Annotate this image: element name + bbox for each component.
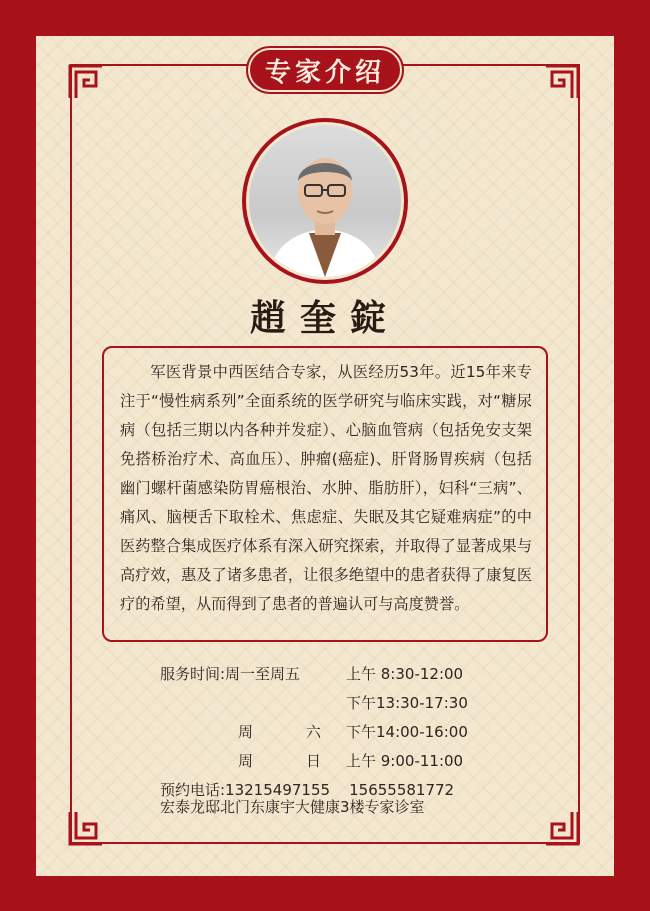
- sunday-label-1: 周: [238, 752, 254, 770]
- schedule-row-weekday: [160, 660, 520, 689]
- weekday-am-time: 上午 8:30-12:00: [346, 665, 464, 683]
- bio-box: [102, 346, 548, 642]
- corner-ornament-icon: [66, 808, 106, 848]
- schedule-row-saturday: [160, 718, 520, 747]
- page-title: 专家介绍: [264, 57, 385, 88]
- schedule: [160, 660, 520, 805]
- doctor-portrait-icon: [249, 125, 401, 277]
- title-banner: [248, 48, 402, 92]
- corner-ornament-icon: [542, 808, 582, 848]
- saturday-label-1: 周: [238, 723, 254, 741]
- saturday-label-2: 六: [306, 723, 322, 741]
- saturday-time: 下午14:00-16:00: [346, 723, 468, 741]
- corner-ornament-icon: [542, 62, 582, 102]
- sunday-label-2: 日: [306, 752, 322, 770]
- doctor-photo: [246, 122, 404, 280]
- address-text: 宏泰龙邸北门东康宇大健康3楼专家诊室: [160, 798, 425, 816]
- phone-text: 预约电话:13215497155 15655581772: [160, 781, 455, 799]
- doctor-bio: 军医背景中西医结合专家，从医经历53年。近15年来专注于“慢性病系列”全面系统的医学研究与临床实践，对“糖尿病（包括三期以内各种并发症）、心脑血管病（包括免安支架免搭桥治疗术、高血压）、肿瘤(癌症)、肝肾肠胃疾病（包括幽门螺杆菌感染防胃癌根治、水肿、脂肪肝），妇科“三病”、痛风、脑梗舌下取栓术、焦虑症、失眠及其它疑难病症”的中医药整合集成医疗体系有深入研究探索，并取得了显著成果与高疗效，惠及了诸多患者，让很多绝望中的患者获得了康复医疗的希望，从而得到了患者的普遍认可与高度赞誉。: [120, 363, 532, 613]
- doctor-photo-frame: [242, 118, 408, 284]
- schedule-row-weekday-pm: [160, 689, 520, 718]
- doctor-name: 趙奎錠: [249, 297, 400, 339]
- schedule-row-sunday: [160, 747, 520, 776]
- sunday-time: 上午 9:00-11:00: [346, 752, 464, 770]
- service-time-label: 服务时间:周一至周五: [160, 665, 301, 683]
- corner-ornament-icon: [66, 62, 106, 102]
- weekday-pm-time: 下午13:30-17:30: [346, 694, 468, 712]
